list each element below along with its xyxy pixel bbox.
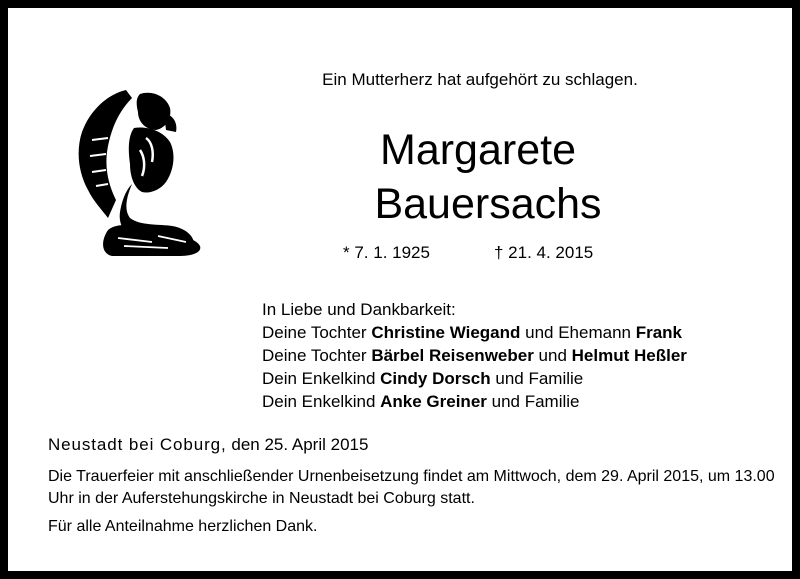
first-name: Margarete	[380, 126, 576, 174]
family-line: Deine Tochter Christine Wiegand und Ehemann Frank	[262, 323, 683, 342]
death-date: † 21. 4. 2015	[494, 243, 594, 262]
intro-line: Ein Mutterherz hat aufgehört zu schlagen.	[322, 70, 638, 89]
place-date-line: Neustadt bei Coburg, den 25. April 2015	[48, 435, 369, 454]
thanks-line: Für alle Anteilnahme herzlichen Dank.	[48, 518, 318, 535]
family-line: Dein Enkelkind Anke Greiner und Familie	[262, 392, 580, 411]
family-line: Deine Tochter Bärbel Reisenweber und Helmut Heßler	[262, 346, 687, 365]
ceremony-info: Die Trauerfeier mit anschließender Urnenbeisetzung findet am Mittwoch, dem 29. April 2015, um 13.00 Uhr in der Auferstehungskirche in Neustadt bei Coburg statt.	[48, 468, 775, 507]
birth-date: * 7. 1. 1925	[343, 243, 430, 262]
family-list	[262, 298, 687, 413]
family-line: Dein Enkelkind Cindy Dorsch und Familie	[262, 369, 584, 388]
family-heading: In Liebe und Dankbarkeit:	[262, 300, 456, 319]
last-name: Bauersachs	[374, 180, 602, 228]
kneeling-angel-icon	[68, 80, 208, 260]
